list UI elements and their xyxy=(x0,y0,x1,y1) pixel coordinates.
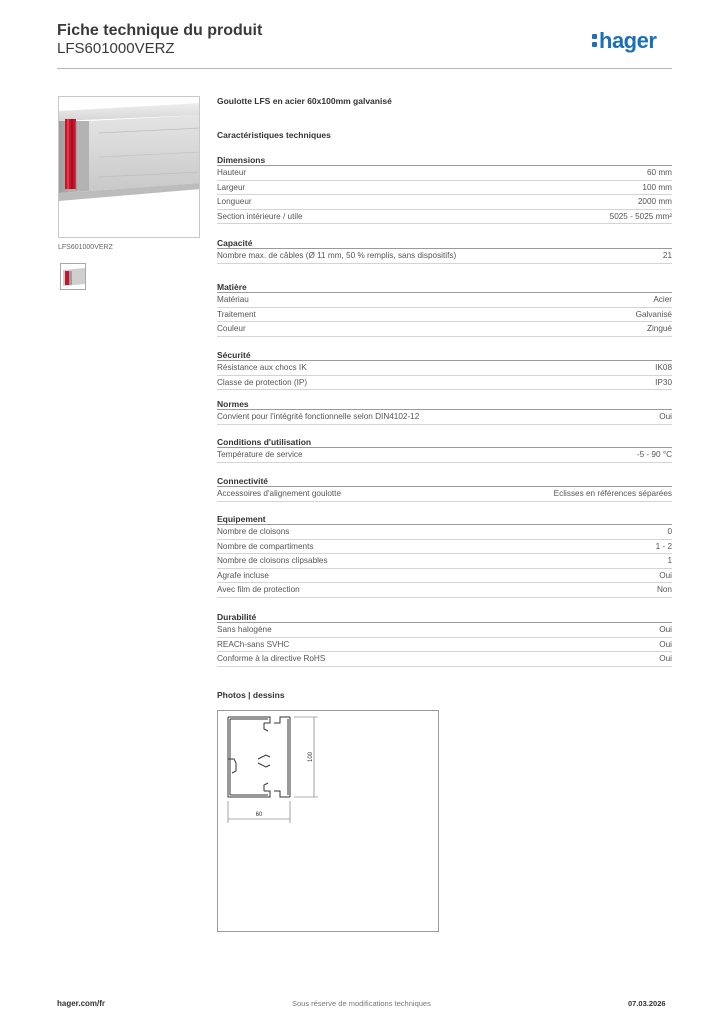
spec-section-title: Durabilité xyxy=(217,611,672,623)
spec-row xyxy=(217,195,672,210)
spec-value: 0 xyxy=(667,527,672,536)
product-description: Goulotte LFS en acier 60x100mm galvanisé xyxy=(217,96,392,106)
spec-row xyxy=(217,525,672,540)
technical-drawing xyxy=(217,710,439,932)
spec-row xyxy=(217,448,672,463)
width-dimension-label: 60 xyxy=(255,812,263,818)
logo-dots-icon xyxy=(592,32,597,47)
spec-label: Convient pour l'intégrité fonctionnelle selon DIN4102-12 xyxy=(217,412,420,421)
spec-value: 21 xyxy=(662,251,672,260)
spec-row xyxy=(217,623,672,638)
spec-value: 5025 - 5025 mm² xyxy=(609,211,672,221)
spec-label: Longueur xyxy=(217,197,252,206)
spec-value: 60 mm xyxy=(646,168,672,177)
spec-row xyxy=(217,554,672,569)
spec-value: -5 - 90 °C xyxy=(636,450,672,459)
spec-row xyxy=(217,410,672,425)
spec-row xyxy=(217,210,672,225)
spec-label: Température de service xyxy=(217,450,303,459)
spec-section xyxy=(217,398,672,425)
spec-section xyxy=(217,611,672,667)
spec-row xyxy=(217,249,672,264)
spec-value: 2000 mm xyxy=(637,197,672,206)
cable-duct-illustration xyxy=(59,97,200,238)
hager-logo xyxy=(592,28,656,54)
spec-section xyxy=(217,154,672,224)
spec-label: Conforme à la directive RoHS xyxy=(217,654,326,663)
spec-section-title: Connectivité xyxy=(217,475,672,487)
spec-label: Agrafe incluse xyxy=(217,570,269,580)
product-reference: LFS601000VERZ xyxy=(57,40,175,57)
spec-label: Largeur xyxy=(217,182,246,192)
spec-label: Classe de protection (IP) xyxy=(217,377,308,387)
specs-heading: Caractéristiques techniques xyxy=(217,130,331,140)
spec-value: Acier xyxy=(653,295,672,304)
spec-label: Sans halogène xyxy=(217,625,272,634)
spec-row xyxy=(217,181,672,196)
spec-value: 100 mm xyxy=(642,182,672,192)
spec-section-title: Normes xyxy=(217,398,672,410)
spec-section xyxy=(217,281,672,337)
header-divider xyxy=(57,68,672,69)
spec-value: Oui xyxy=(659,625,672,634)
spec-section xyxy=(217,513,672,598)
spec-value: IK08 xyxy=(655,363,672,372)
spec-row xyxy=(217,322,672,337)
spec-row xyxy=(217,638,672,653)
product-photo xyxy=(58,96,200,238)
spec-section-title: Sécurité xyxy=(217,349,672,361)
spec-section xyxy=(217,349,672,390)
spec-value: Oui xyxy=(659,639,672,649)
spec-section-title: Dimensions xyxy=(217,154,672,166)
footer-disclaimer: Sous réserve de modifications techniques xyxy=(292,999,431,1008)
spec-section-title: Capacité xyxy=(217,237,672,249)
spec-value: Zingué xyxy=(646,324,672,333)
spec-row xyxy=(217,376,672,391)
photo-caption: LFS601000VERZ xyxy=(58,244,113,251)
spec-label: Section intérieure / utile xyxy=(217,211,303,221)
spec-value: Non xyxy=(656,585,672,594)
spec-label: Nombre max. de câbles (Ø 11 mm, 50 % remplis, sans dispositifs) xyxy=(217,251,457,260)
spec-label: Résistance aux chocs IK xyxy=(217,363,307,372)
thumbnail-image xyxy=(61,264,86,290)
height-dimension-label: 100 xyxy=(308,751,314,763)
spec-value: Galvanisé xyxy=(635,309,672,319)
product-thumbnail[interactable] xyxy=(60,263,86,290)
spec-value: 1 xyxy=(667,556,672,565)
page-title: Fiche technique du produit xyxy=(57,22,263,39)
footer-website[interactable]: hager.com/fr xyxy=(57,999,106,1008)
spec-row xyxy=(217,569,672,584)
photos-heading: Photos | dessins xyxy=(217,690,285,700)
spec-label: Couleur xyxy=(217,324,246,333)
spec-value: 1 - 2 xyxy=(655,541,672,551)
spec-label: REACh-sans SVHC xyxy=(217,639,290,649)
footer-date: 07.03.2026 xyxy=(628,999,666,1008)
spec-row xyxy=(217,540,672,555)
spec-section xyxy=(217,475,672,502)
logo-text: hager xyxy=(599,28,657,53)
duct-cross-section-drawing xyxy=(218,711,438,931)
spec-row xyxy=(217,583,672,598)
spec-section xyxy=(217,237,672,264)
spec-row xyxy=(217,361,672,376)
spec-section-title: Conditions d'utilisation xyxy=(217,436,672,448)
spec-row xyxy=(217,308,672,323)
spec-section-title: Matière xyxy=(217,281,672,293)
spec-label: Matériau xyxy=(217,295,249,304)
spec-row xyxy=(217,652,672,667)
spec-label: Nombre de compartiments xyxy=(217,541,314,551)
spec-section xyxy=(217,436,672,463)
spec-value: IP30 xyxy=(655,377,672,387)
spec-label: Nombre de cloisons xyxy=(217,527,290,536)
spec-row xyxy=(217,487,672,502)
spec-section-title: Equipement xyxy=(217,513,672,525)
spec-row xyxy=(217,293,672,308)
spec-label: Accessoires d'alignement goulotte xyxy=(217,489,341,498)
spec-value: Oui xyxy=(659,412,672,421)
spec-label: Avec film de protection xyxy=(217,585,300,594)
spec-value: Oui xyxy=(659,654,672,663)
spec-value: Oui xyxy=(659,570,672,580)
spec-label: Hauteur xyxy=(217,168,247,177)
spec-label: Nombre de cloisons clipsables xyxy=(217,556,328,565)
spec-value: Eclisses en références séparées xyxy=(553,489,672,498)
spec-label: Traitement xyxy=(217,309,256,319)
spec-row xyxy=(217,166,672,181)
